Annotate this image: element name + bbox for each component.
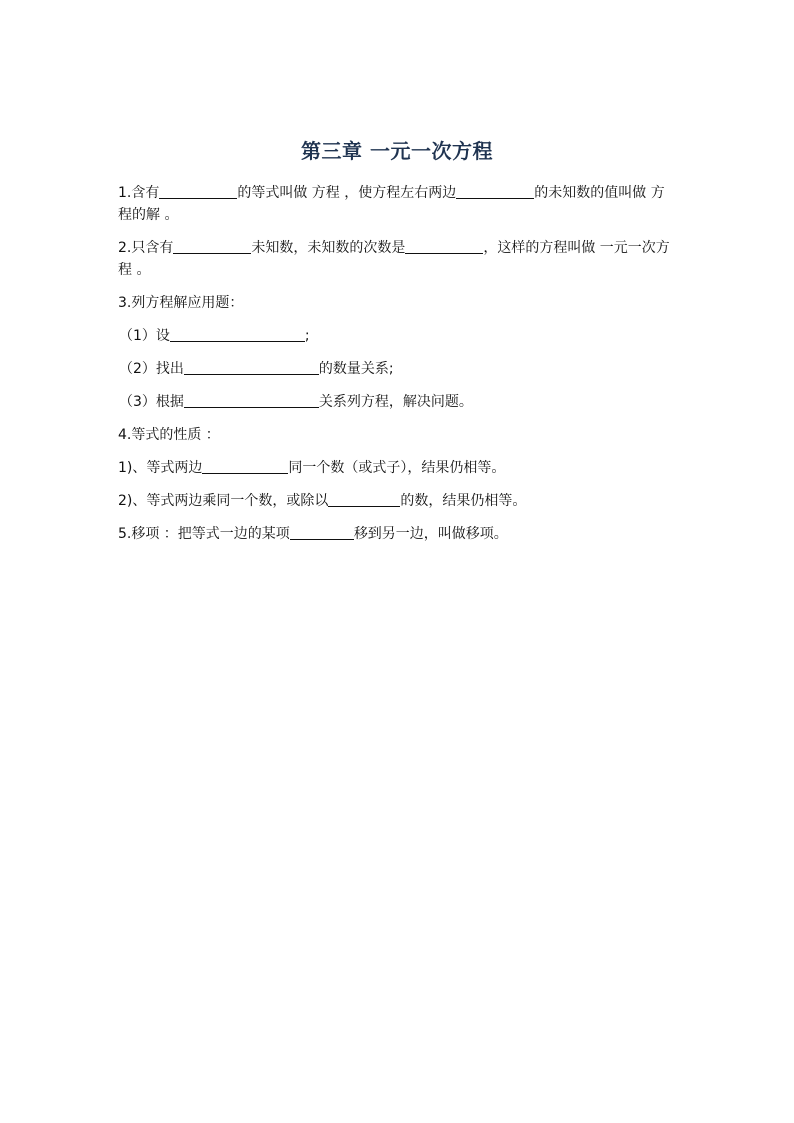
q2-blank-1[interactable] — [173, 237, 251, 254]
q4-p1-blank[interactable] — [202, 457, 288, 474]
question-1 — [118, 182, 678, 226]
question-3 — [118, 292, 678, 314]
q1-blank-2[interactable] — [456, 182, 534, 199]
q5-blank[interactable] — [290, 523, 354, 540]
q3-step2-text-1: （2）找出 — [119, 361, 184, 377]
q3-step3-text-1: （3）根据 — [119, 394, 184, 410]
q2-blank-2[interactable] — [405, 237, 483, 254]
q3-step1-text-1: （1）设 — [119, 328, 170, 344]
q3-heading: 3.列方程解应用题： — [118, 295, 244, 311]
worksheet-body — [118, 182, 678, 556]
q3-step1-text-2: ; — [304, 328, 310, 344]
q4-p1-text-2: 同一个数（或式子），结果仍相等。 — [288, 460, 506, 476]
q1-blank-1[interactable] — [159, 182, 237, 199]
q3-step2-text-2: 的数量关系; — [318, 361, 394, 377]
q5-text-1: 5.移项 ：把等式一边的某项 — [118, 526, 290, 542]
q3-step3-blank[interactable] — [184, 391, 319, 408]
q1-text-1: 1.含有 — [118, 185, 160, 201]
question-4-property-1 — [118, 457, 678, 479]
q3-step3-text-2: 关系列方程，解决问题。 — [318, 394, 473, 410]
q4-p2-text-2: 的数，结果仍相等。 — [400, 493, 527, 509]
question-4 — [118, 424, 678, 446]
q4-heading: 4.等式的性质 ： — [118, 427, 220, 443]
question-3-step-2 — [118, 358, 678, 380]
q2-text-1: 2.只含有 — [118, 240, 174, 256]
q1-text-2: 的等式叫做 方程 ，使方程左右两边 — [237, 185, 457, 201]
q3-step2-blank[interactable] — [184, 358, 319, 375]
q5-text-2: 移到另一边，叫做移项。 — [353, 526, 508, 542]
q1-text-3: 的未知数的值叫做 方程的解 。 — [118, 185, 665, 223]
question-3-step-1 — [118, 325, 678, 347]
question-4-property-2 — [118, 490, 678, 512]
question-2 — [118, 237, 678, 281]
q2-text-3: ，这样的方程叫做 一元一次方程 。 — [118, 240, 670, 278]
q3-step1-blank[interactable] — [170, 325, 305, 342]
page-title: 第三章 一元一次方程 — [301, 139, 493, 163]
q2-text-2: 未知数，未知数的次数是 — [251, 240, 406, 256]
q4-p2-blank[interactable] — [328, 490, 400, 507]
question-3-step-3 — [118, 391, 678, 413]
question-5 — [118, 523, 678, 545]
q4-p2-text-1: 2)、等式两边乘同一个数，或除以 — [118, 493, 329, 509]
q4-p1-text-1: 1)、等式两边 — [118, 460, 203, 476]
